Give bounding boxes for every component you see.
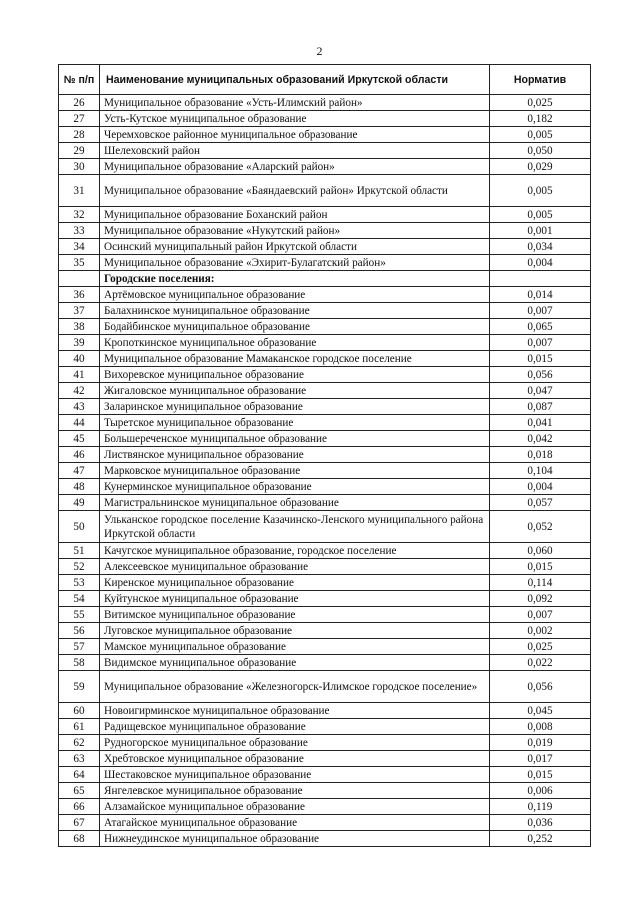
table-row	[59, 623, 591, 639]
row-number-cell: 40	[59, 351, 100, 367]
row-name-cell: Муниципальное образование «Эхирит-Булагатский район»	[100, 255, 490, 271]
row-number-cell: 68	[59, 831, 100, 847]
table-row	[59, 591, 591, 607]
row-number-cell: 57	[59, 639, 100, 655]
row-name-cell: Алзамайское муниципальное образование	[100, 799, 490, 815]
row-number-cell: 26	[59, 95, 100, 111]
row-number-cell: 44	[59, 415, 100, 431]
table-row	[59, 671, 591, 703]
row-name-cell: Артёмовское муниципальное образование	[100, 287, 490, 303]
row-name-cell: Тыретское муниципальное образование	[100, 415, 490, 431]
row-number-cell: 37	[59, 303, 100, 319]
table-row	[59, 751, 591, 767]
row-name-cell: Витимское муниципальное образование	[100, 607, 490, 623]
row-number-cell: 39	[59, 335, 100, 351]
row-name-cell: Куйтунское муниципальное образование	[100, 591, 490, 607]
row-name-cell: Жигаловское муниципальное образование	[100, 383, 490, 399]
row-number-cell: 59	[59, 671, 100, 703]
table-row	[59, 703, 591, 719]
table-row	[59, 287, 591, 303]
table-row	[59, 175, 591, 207]
table-row	[59, 111, 591, 127]
row-name-cell: Муниципальное образование «Аларский район»	[100, 159, 490, 175]
row-name-cell: Радищевское муниципальное образование	[100, 719, 490, 735]
row-name-cell: Заларинское муниципальное образование	[100, 399, 490, 415]
row-number-cell: 45	[59, 431, 100, 447]
table-row	[59, 383, 591, 399]
row-name-cell: Ульканское городское поселение Казачинско-Ленского муниципального района Иркутской области	[100, 511, 490, 543]
row-number-cell: 65	[59, 783, 100, 799]
row-name-cell: Качугское муниципальное образование, городское поселение	[100, 543, 490, 559]
row-name-cell: Листвянское муниципальное образование	[100, 447, 490, 463]
header-name: Наименование муниципальных образований Иркутской области	[100, 65, 490, 95]
row-name-cell: Янгелевское муниципальное образование	[100, 783, 490, 799]
row-value-cell: 0,005	[490, 175, 591, 207]
header-num: № п/п	[59, 65, 100, 95]
row-number-cell: 52	[59, 559, 100, 575]
row-number-cell: 28	[59, 127, 100, 143]
row-number-cell: 58	[59, 655, 100, 671]
row-value-cell: 0,092	[490, 591, 591, 607]
row-value-cell: 0,057	[490, 495, 591, 511]
row-value-cell: 0,019	[490, 735, 591, 751]
row-number-cell: 30	[59, 159, 100, 175]
row-name-cell: Муниципальное образование «Баяндаевский район» Иркутской области	[100, 175, 490, 207]
row-number-cell: 53	[59, 575, 100, 591]
table-row	[59, 815, 591, 831]
row-value-cell: 0,022	[490, 655, 591, 671]
table-row	[59, 735, 591, 751]
row-value-cell: 0,036	[490, 815, 591, 831]
row-value-cell: 0,018	[490, 447, 591, 463]
row-name-cell: Бодайбинское муниципальное образование	[100, 319, 490, 335]
row-value-cell: 0,007	[490, 303, 591, 319]
row-value-cell: 0,041	[490, 415, 591, 431]
row-name-cell: Нижнеудинское муниципальное образование	[100, 831, 490, 847]
table-row	[59, 127, 591, 143]
row-number-cell: 34	[59, 239, 100, 255]
row-name-cell: Осинский муниципальный район Иркутской области	[100, 239, 490, 255]
row-number-cell: 66	[59, 799, 100, 815]
table-row	[59, 639, 591, 655]
row-name-cell: Муниципальное образование «Усть-Илимский район»	[100, 95, 490, 111]
row-number-cell: 36	[59, 287, 100, 303]
row-value-cell: 0,015	[490, 559, 591, 575]
table-row	[59, 607, 591, 623]
row-name-cell: Мамское муниципальное образование	[100, 639, 490, 655]
table-row	[59, 143, 591, 159]
table-row	[59, 415, 591, 431]
row-number-cell: 63	[59, 751, 100, 767]
table-row	[59, 831, 591, 847]
table-row	[59, 303, 591, 319]
table-row	[59, 463, 591, 479]
row-name-cell: Хребтовское муниципальное образование	[100, 751, 490, 767]
row-value-cell: 0,004	[490, 255, 591, 271]
header-value: Норматив	[490, 65, 591, 95]
row-number-cell: 55	[59, 607, 100, 623]
row-value-cell: 0,025	[490, 639, 591, 655]
row-value-cell: 0,025	[490, 95, 591, 111]
row-name-cell: Муниципальное образование Боханский район	[100, 207, 490, 223]
row-number-cell: 29	[59, 143, 100, 159]
row-number-cell: 48	[59, 479, 100, 495]
table-row	[59, 543, 591, 559]
row-number-cell: 46	[59, 447, 100, 463]
row-number-cell: 35	[59, 255, 100, 271]
row-number-cell: 27	[59, 111, 100, 127]
row-value-cell: 0,015	[490, 767, 591, 783]
row-value-cell: 0,005	[490, 127, 591, 143]
row-name-cell: Атагайское муниципальное образование	[100, 815, 490, 831]
row-number-cell: 51	[59, 543, 100, 559]
row-number-cell: 50	[59, 511, 100, 543]
table-row	[59, 447, 591, 463]
row-value-cell: 0,008	[490, 719, 591, 735]
table-row	[59, 207, 591, 223]
row-number-cell: 60	[59, 703, 100, 719]
row-number-cell: 61	[59, 719, 100, 735]
row-number-cell: 47	[59, 463, 100, 479]
row-name-cell: Шестаковское муниципальное образование	[100, 767, 490, 783]
table-row	[59, 719, 591, 735]
section-header-row	[59, 271, 591, 287]
row-value-cell: 0,034	[490, 239, 591, 255]
row-name-cell: Рудногорское муниципальное образование	[100, 735, 490, 751]
row-name-cell: Алексеевское муниципальное образование	[100, 559, 490, 575]
row-name-cell: Видимское муниципальное образование	[100, 655, 490, 671]
row-number-cell: 33	[59, 223, 100, 239]
row-name-cell: Киренское муниципальное образование	[100, 575, 490, 591]
row-name-cell: Луговское муниципальное образование	[100, 623, 490, 639]
row-value-cell: 0,047	[490, 383, 591, 399]
table-row	[59, 239, 591, 255]
row-number-cell: 43	[59, 399, 100, 415]
row-number-cell: 67	[59, 815, 100, 831]
row-number-cell: 31	[59, 175, 100, 207]
table-row	[59, 367, 591, 383]
row-name-cell: Шелеховский район	[100, 143, 490, 159]
row-name-cell: Кунерминское муниципальное образование	[100, 479, 490, 495]
page-number: 2	[316, 44, 323, 58]
row-value-cell: 0,052	[490, 511, 591, 543]
table-body	[59, 95, 591, 847]
row-value-cell: 0,004	[490, 479, 591, 495]
row-number-cell: 42	[59, 383, 100, 399]
table-row	[59, 767, 591, 783]
row-value-cell: 0,065	[490, 319, 591, 335]
row-value-cell: 0,104	[490, 463, 591, 479]
row-value-cell: 0,056	[490, 367, 591, 383]
row-name-cell: Усть-Кутское муниципальное образование	[100, 111, 490, 127]
row-name-cell: Муниципальное образование Мамаканское городское поселение	[100, 351, 490, 367]
row-value-cell: 0,014	[490, 287, 591, 303]
row-number-cell: 32	[59, 207, 100, 223]
table-row	[59, 335, 591, 351]
row-number-cell: 64	[59, 767, 100, 783]
table-row	[59, 559, 591, 575]
row-value-cell: 0,001	[490, 223, 591, 239]
row-name-cell: Большереченское муниципальное образование	[100, 431, 490, 447]
row-value-cell: 0,017	[490, 751, 591, 767]
table-row	[59, 783, 591, 799]
row-number-cell	[59, 271, 100, 287]
row-name-cell: Марковское муниципальное образование	[100, 463, 490, 479]
row-name-cell: Кропоткинское муниципальное образование	[100, 335, 490, 351]
row-value-cell: 0,087	[490, 399, 591, 415]
row-number-cell: 38	[59, 319, 100, 335]
row-value-cell: 0,056	[490, 671, 591, 703]
row-name-cell: Новоигирминское муниципальное образование	[100, 703, 490, 719]
row-number-cell: 49	[59, 495, 100, 511]
row-value-cell: 0,007	[490, 607, 591, 623]
row-name-cell: Балахнинское муниципальное образование	[100, 303, 490, 319]
row-value-cell: 0,015	[490, 351, 591, 367]
table-row	[59, 495, 591, 511]
table-row	[59, 159, 591, 175]
row-value-cell: 0,182	[490, 111, 591, 127]
row-number-cell: 54	[59, 591, 100, 607]
table-row	[59, 351, 591, 367]
row-name-cell: Муниципальное образование «Железногорск-Илимское городское поселение»	[100, 671, 490, 703]
row-value-cell: 0,042	[490, 431, 591, 447]
row-value-cell: 0,029	[490, 159, 591, 175]
row-number-cell: 41	[59, 367, 100, 383]
row-value-cell: 0,045	[490, 703, 591, 719]
table-row	[59, 223, 591, 239]
row-value-cell: 0,119	[490, 799, 591, 815]
row-value-cell: 0,050	[490, 143, 591, 159]
row-value-cell: 0,006	[490, 783, 591, 799]
table-row	[59, 575, 591, 591]
table-header-row	[59, 65, 591, 95]
row-name-cell: Муниципальное образование «Нукутский район»	[100, 223, 490, 239]
row-number-cell: 62	[59, 735, 100, 751]
table-row	[59, 479, 591, 495]
row-value-cell: 0,114	[490, 575, 591, 591]
row-value-cell: 0,060	[490, 543, 591, 559]
table-row	[59, 511, 591, 543]
row-value-cell	[490, 271, 591, 287]
table-row	[59, 255, 591, 271]
row-value-cell: 0,252	[490, 831, 591, 847]
table-row	[59, 799, 591, 815]
row-number-cell: 56	[59, 623, 100, 639]
row-name-cell: Магистральнинское муниципальное образование	[100, 495, 490, 511]
table-row	[59, 655, 591, 671]
row-name-cell: Вихоревское муниципальное образование	[100, 367, 490, 383]
table-row	[59, 399, 591, 415]
row-name-cell: Городские поселения:	[100, 271, 490, 287]
table-row	[59, 95, 591, 111]
table-row	[59, 319, 591, 335]
norms-table	[58, 64, 591, 847]
row-name-cell: Черемховское районное муниципальное образование	[100, 127, 490, 143]
row-value-cell: 0,005	[490, 207, 591, 223]
table-row	[59, 431, 591, 447]
row-value-cell: 0,002	[490, 623, 591, 639]
row-value-cell: 0,007	[490, 335, 591, 351]
